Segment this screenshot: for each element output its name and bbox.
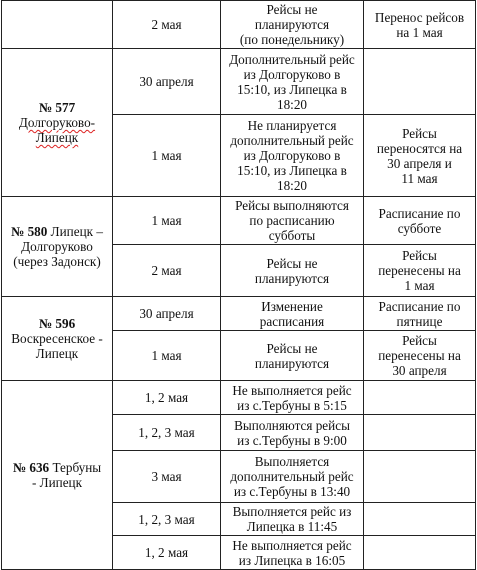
- cell-text-line: из с.Тербуны в 5:15: [237, 397, 347, 413]
- cell-text-line: Рейсы не: [266, 340, 318, 356]
- change-cell: [221, 49, 364, 115]
- date-cell: [113, 245, 221, 297]
- route-name-line: Липецк: [35, 130, 79, 145]
- route-name-line: Долгоруково-: [18, 115, 96, 130]
- cell-text-line: 1, 2, 3 мая: [138, 511, 195, 527]
- cell-text-line: Выполняется рейс из: [232, 504, 352, 519]
- cell-text-line: переносятся на: [376, 140, 463, 156]
- route-number: № 577: [38, 100, 76, 115]
- note-cell: [364, 331, 476, 381]
- route-cell-empty: [2, 1, 113, 49]
- cell-text-line: 1, 2, 3 мая: [138, 425, 195, 440]
- cell-text-line: Рейсы выполняются: [235, 198, 349, 213]
- route-number: № 636: [12, 460, 50, 475]
- route-heading: [4, 224, 110, 239]
- cell-text-line: Расписание по: [378, 205, 461, 221]
- route-cell: [2, 197, 113, 297]
- cell-text-line: Не выполняется рейс: [232, 382, 352, 398]
- date-cell: [113, 381, 221, 415]
- note-cell: [364, 1, 476, 49]
- date-cell: [113, 115, 221, 197]
- change-cell: [221, 381, 364, 415]
- cell-text-line: Рейсы: [402, 248, 437, 263]
- cell-text-line: планируются: [254, 17, 330, 32]
- route-cell: [2, 49, 113, 197]
- date-cell: [113, 503, 221, 536]
- change-cell: [221, 197, 364, 245]
- cell-text-line: 1 мая: [151, 348, 182, 363]
- cell-text-line: 30 апреля: [139, 74, 194, 89]
- cell-text-line: из Липецка в 16:05: [238, 552, 346, 568]
- change-cell: [221, 451, 364, 503]
- cell-text-line: 15:10, из Липецка в: [237, 81, 347, 97]
- route-number: № 580: [11, 224, 48, 239]
- route-heading: [4, 460, 110, 475]
- date-cell: [113, 49, 221, 115]
- note-cell: [364, 115, 476, 197]
- cell-text-line: пятнице: [396, 313, 443, 329]
- schedule-table: [1, 0, 476, 570]
- note-cell: [364, 245, 476, 297]
- cell-text-line: 1, 2 мая: [144, 390, 189, 405]
- cell-text-line: Рейсы не: [266, 2, 318, 17]
- table-row: [2, 381, 476, 415]
- route-cell: [2, 297, 113, 381]
- cell-text-line: из с.Тербуны в 13:40: [233, 484, 351, 499]
- date-cell: [113, 197, 221, 245]
- note-cell: [364, 381, 476, 415]
- cell-text-line: 2 мая: [151, 17, 182, 32]
- note-cell: [364, 49, 476, 115]
- cell-text-line: из Долгоруково в: [243, 66, 341, 82]
- cell-text-line: дополнительный рейс: [230, 469, 354, 484]
- note-cell: [364, 297, 476, 331]
- cell-text-line: 1 мая: [151, 148, 182, 163]
- cell-text-line: расписания: [259, 313, 325, 329]
- note-cell: [364, 197, 476, 245]
- cell-text-line: планируются: [254, 270, 330, 286]
- note-cell: [364, 451, 476, 503]
- cell-text-line: 30 апреля и: [387, 155, 452, 171]
- cell-text-line: 30 апреля: [139, 306, 194, 321]
- date-cell: [113, 451, 221, 503]
- route-number: № 596: [38, 316, 76, 331]
- cell-text-line: Рейсы: [402, 125, 437, 141]
- change-cell: [221, 245, 364, 297]
- cell-text-line: по расписанию: [249, 213, 335, 228]
- date-cell: [113, 415, 221, 451]
- table-row: [2, 49, 476, 115]
- cell-text-line: Выполняются рейсы: [234, 417, 350, 433]
- route-name-line: Тербуны: [52, 460, 102, 475]
- table-row: [2, 197, 476, 245]
- route-cell: [2, 381, 113, 570]
- cell-text-line: Не выполняется рейс: [232, 537, 352, 553]
- cell-text-line: Изменение: [261, 298, 323, 314]
- cell-text-line: субботе: [397, 220, 442, 236]
- change-cell: [221, 331, 364, 381]
- cell-text-line: Липецка в 11:45: [246, 519, 338, 534]
- route-name-line: (через Задонск): [13, 254, 101, 269]
- cell-text-line: перенесены на: [378, 348, 461, 363]
- route-name-line: - Липецк: [31, 475, 83, 490]
- cell-text-line: Расписание по: [378, 298, 461, 314]
- date-cell: [113, 331, 221, 381]
- cell-text-line: 15:10, из Липецка в: [237, 163, 347, 178]
- change-cell: [221, 115, 364, 197]
- cell-text-line: Дополнительный рейс: [229, 51, 355, 67]
- route-name-line: Долгоруково: [21, 239, 93, 254]
- cell-text-line: Не планируется: [247, 118, 337, 133]
- change-cell: [221, 415, 364, 451]
- table-row: [2, 297, 476, 331]
- change-cell: [221, 297, 364, 331]
- note-cell: [364, 536, 476, 570]
- table-row: [2, 1, 476, 49]
- change-cell: [221, 503, 364, 536]
- cell-text-line: 11 мая: [401, 170, 438, 186]
- cell-text-line: из с.Тербуны в 9:00: [237, 432, 347, 448]
- cell-text-line: планируются: [254, 355, 330, 371]
- date-cell: [113, 536, 221, 570]
- cell-text-line: Рейсы не: [266, 255, 318, 271]
- route-name-line: Липецк –: [50, 224, 103, 239]
- cell-text-line: (по понедельнику): [239, 32, 345, 47]
- cell-text-line: 18:20: [276, 178, 308, 193]
- cell-text-line: субботы: [268, 228, 316, 243]
- date-cell: [113, 297, 221, 331]
- cell-text-line: дополнительный рейс: [230, 133, 354, 148]
- note-cell: [364, 503, 476, 536]
- cell-text-line: 1 мая: [151, 213, 182, 228]
- route-name-line: Воскресенское -: [11, 331, 103, 346]
- change-cell: [221, 536, 364, 570]
- cell-text-line: 3 мая: [151, 469, 182, 484]
- change-cell: [221, 1, 364, 49]
- cell-text-line: из Долгоруково в: [243, 148, 341, 163]
- cell-text-line: на 1 мая: [396, 24, 443, 40]
- note-cell: [364, 415, 476, 451]
- cell-text-line: перенесены на: [378, 263, 461, 278]
- cell-text-line: 18:20: [276, 96, 308, 112]
- route-name-line: Липецк: [35, 346, 79, 361]
- cell-text-line: 2 мая: [151, 263, 182, 278]
- cell-text-line: 1 мая: [404, 278, 435, 293]
- date-cell: [113, 1, 221, 49]
- cell-text-line: 1, 2 мая: [144, 545, 189, 560]
- cell-text-line: Рейсы: [402, 333, 437, 348]
- cell-text-line: Перенос рейсов: [374, 9, 465, 25]
- cell-text-line: Выполняется: [254, 454, 330, 469]
- cell-text-line: 30 апреля: [392, 363, 447, 378]
